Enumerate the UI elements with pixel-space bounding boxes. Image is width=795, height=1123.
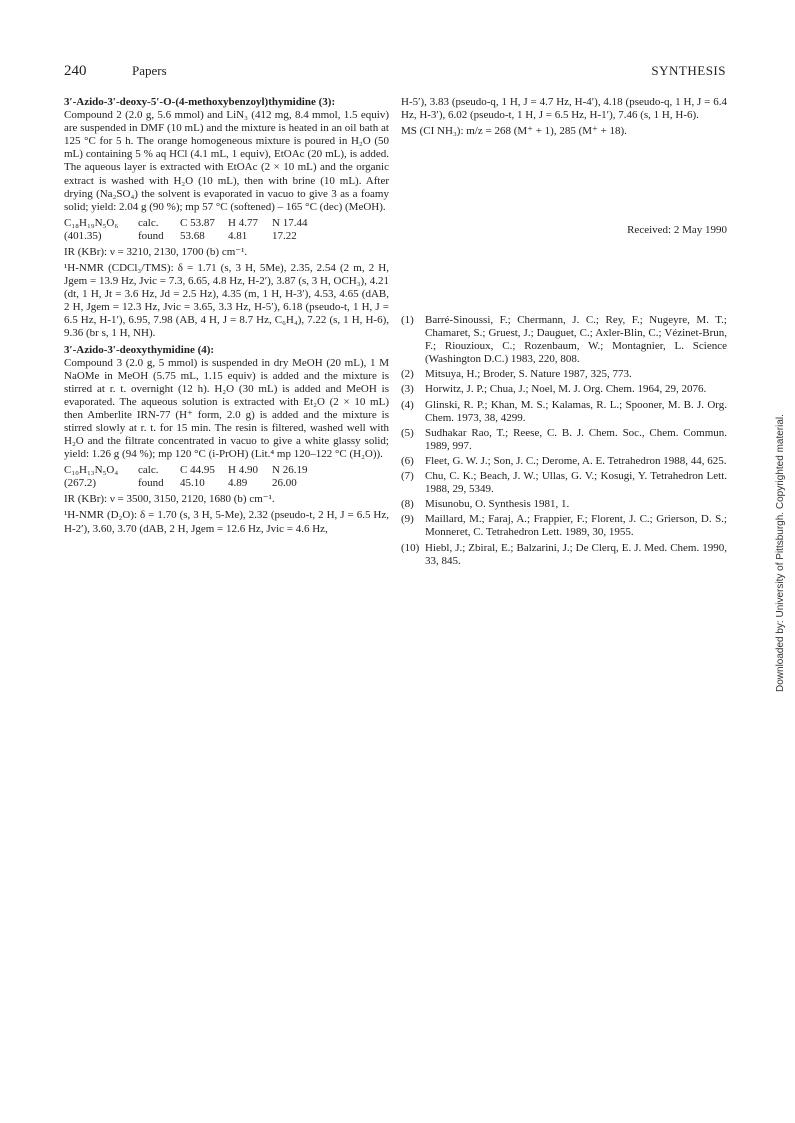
reference-text: Glinski, R. P.; Khan, M. S.; Kalamas, R. L.; Spooner, M. B. J. Org. Chem. 1973, 38, 4299. <box>425 398 727 424</box>
reference-text: Fleet, G. W. J.; Son, J. C.; Derome, A. E. Tetrahedron 1988, 44, 625. <box>425 454 727 467</box>
analysis-cell: 45.10 <box>180 477 205 490</box>
reference-item <box>401 314 727 366</box>
compound4-nmr-start: ¹H-NMR (D₂O): δ = 1.70 (s, 3 H, 5-Me), 2.32 (pseudo-t, 2 H, J = 6.5 Hz, H-2′), 3.60, 3.70 (dAB, 2 H, Jgem = 12.6 Hz, Jvic = 4.6 Hz, <box>64 509 389 535</box>
reference-number: (6) <box>401 454 414 467</box>
reference-number: (4) <box>401 398 414 411</box>
analysis-cell: 4.89 <box>228 477 248 490</box>
reference-number: (8) <box>401 498 414 511</box>
reference-text: Hiebl, J.; Zbiral, E.; Balzarini, J.; De Clerq, E. J. Med. Chem. 1990, 33, 845. <box>425 541 727 567</box>
reference-item <box>401 470 727 496</box>
reference-number: (2) <box>401 368 414 381</box>
download-notice: Downloaded by: University of Pittsburgh. Copyrighted material. <box>775 414 786 692</box>
reference-item <box>401 383 727 396</box>
analysis-cell: calc. <box>138 216 159 229</box>
left-column <box>64 96 389 536</box>
reference-item <box>401 513 727 539</box>
analysis-cell: H 4.90 <box>228 464 258 477</box>
reference-text: Barré-Sinoussi, F.; Chermann, J. C.; Rey, F.; Nugeyre, M. T.; Chamaret, S.; Gruest, J.; Dauguet, C.; Axler-Blin, C.; Vézinet-Brun, F.; Riouzioux, C.; Rozenbaum, W.; Montagnier, L. Science (Washington D.C.) 1983, 220, 808. <box>425 314 727 366</box>
analysis-cell: 4.81 <box>228 229 248 242</box>
reference-text: Mitsuya, H.; Broder, S. Nature 1987, 325, 773. <box>425 368 632 381</box>
compound4-title: 3′-Azido-3′-deoxythymidine (4): <box>64 343 215 356</box>
reference-text: Maillard, M.; Faraj, A.; Frappier, F.; Florent, J. C.; Grierson, D. S.; Monneret, C. Tetrahedron Lett. 1989, 30, 1955. <box>425 513 727 539</box>
analysis-cell: 53.68 <box>180 229 205 242</box>
reference-item <box>401 498 727 511</box>
compound3-title: 3′-Azido-3′-deoxy-5′-O-(4-methoxybenzoyl)thymidine (3): <box>64 96 336 108</box>
page-header <box>64 63 726 83</box>
compound4-ir: IR (KBr): ν = 3500, 3150, 2120, 1680 (b) cm⁻¹. <box>64 493 275 506</box>
analysis-cell: N 26.19 <box>272 464 308 477</box>
analysis-cell: (401.35) <box>64 229 102 242</box>
analysis-cell: C 53.87 <box>180 216 215 229</box>
reference-number: (9) <box>401 513 414 526</box>
reference-item <box>401 368 727 381</box>
analysis-cell: (267.2) <box>64 477 97 490</box>
right-column <box>401 96 727 138</box>
analysis-cell: C₁₈H₁₉N₅O₆ <box>64 216 119 229</box>
analysis-cell: found <box>138 477 164 490</box>
compound3-nmr: ¹H-NMR (CDCl₃/TMS): δ = 1.71 (s, 3 H, 5Me), 2.35, 2.54 (2 m, 2 H, Jgem = 13.9 Hz, Jvic = 7.3, 6.65, 4.8 Hz, H-2′), 3.87 (s, 3 H, OCH₃), 4.21 (dt, 1 H, Jt = 3.6 Hz, Jd = 2.5 Hz), 4.35 (m, 1 H, H-3′), 4.53, 4.65 (dAB, 2 H, Jgem = 12.3 Hz, Jvic = 3.65, 3.3 Hz, H-5′), 6.18 (pseudo-t, 1 H, J = 6.5 Hz, H-1′), 6.95, 7.98 (AB, 4 H, J = 8.7 Hz, C₆H₄), 7.22 (s, 1 H, H-6), 9.36 (br s, 1 H, NH). <box>64 261 389 340</box>
analysis-cell: found <box>138 229 164 242</box>
analysis-cell: calc. <box>138 464 159 477</box>
analysis-cell: C₁₀H₁₃N₅O₄ <box>64 464 119 477</box>
analysis-cell: 26.00 <box>272 477 297 490</box>
compound3-ir: IR (KBr): ν = 3210, 2130, 1700 (b) cm⁻¹. <box>64 245 248 258</box>
received-date: Received: 2 May 1990 <box>627 224 727 236</box>
reference-text: Horwitz, J. P.; Chua, J.; Noel, M. J. Org. Chem. 1964, 29, 2076. <box>425 383 707 396</box>
analysis-cell: H 4.77 <box>228 216 258 229</box>
reference-text: Chu, C. K.; Beach, J. W.; Ullas, G. V.; Kosugi, Y. Tetrahedron Lett. 1988, 29, 5349. <box>425 470 727 496</box>
reference-number: (5) <box>401 426 414 439</box>
compound4-analysis-table <box>64 464 389 490</box>
compound4-ms: MS (CI NH₃): m/z = 268 (M⁺ + 1), 285 (M⁺ + 18). <box>401 125 627 138</box>
reference-number: (10) <box>401 541 420 554</box>
analysis-cell: 17.22 <box>272 229 297 242</box>
page-number: 240 <box>64 63 87 79</box>
compound4-nmr-end: H-5′), 3.83 (pseudo-q, 1 H, J = 4.7 Hz, H-4′), 4.18 (pseudo-q, 1 H, J = 6.4 Hz, H-3′), 6.02 (pseudo-t, 1 H, J = 6.5 Hz, H-1′), 7.46 (s, 1 H, H-6). <box>401 96 727 122</box>
compound3-procedure: Compound 2 (2.0 g, 5.6 mmol) and LiN₃ (412 mg, 8.4 mmol, 1.5 equiv) are suspended in DMF (10 mL) and the mixture is heated in an oil bath at 125 °C for 5 h. The orange homogeneous mixture is poured in H₂O (50 mL) containing 5 % aq HCl (4.1 mL, 1 equiv), EtOAc (20 mL), is added. The aqueous layer is extracted with EtOAc (2 × 10 mL) and the organic extract is washed with H₂O (10 mL), then with brine (10 mL). After drying (Na₂SO₄) the solvent is evaporated in vacuo to give 3 as a foamy solid; yield: 2.04 g (90 %); mp 57 °C (softened) – 165 °C (dec) (MeOH). <box>64 109 389 213</box>
reference-text: Misunobu, O. Synthesis 1981, 1. <box>425 498 570 511</box>
section-label: Papers <box>132 63 167 78</box>
reference-text: Sudhakar Rao, T.; Reese, C. B. J. Chem. Soc., Chem. Commun. 1989, 997. <box>425 426 727 452</box>
reference-item <box>401 399 727 425</box>
reference-number: (7) <box>401 470 414 483</box>
analysis-cell: N 17.44 <box>272 216 308 229</box>
compound3-analysis-table <box>64 217 389 243</box>
analysis-cell: C 44.95 <box>180 464 215 477</box>
reference-list <box>401 314 727 570</box>
reference-number: (3) <box>401 383 414 396</box>
reference-item <box>401 455 727 468</box>
reference-item <box>401 542 727 568</box>
compound4-procedure: Compound 3 (2.0 g, 5 mmol) is suspended in dry MeOH (20 mL), 1 M NaOMe in MeOH (5.75 mL, 1.15 equiv) is added and the mixture is stirred at r. t. overnight (12 h). H₂O (30 mL) is added and MeOH is evaporated. The aqueous solution is extracted with Et₂O (2 × 10 mL) then Amberlite IRN-77 (H⁺ form, 2.0 g) is added and the mixture is stirred slowly at r. t. for 15 min. The resin is filtered, washed well with H₂O and the filtrate concentrated in vacuo to give a white glassy solid; yield: 1.26 g (94 %); mp 120 °C (i-PrOH) (Lit.⁴ mp 120–122 °C (H₂O)). <box>64 356 389 461</box>
journal-name: SYNTHESIS <box>651 63 726 78</box>
reference-item <box>401 427 727 453</box>
reference-number: (1) <box>401 314 414 326</box>
